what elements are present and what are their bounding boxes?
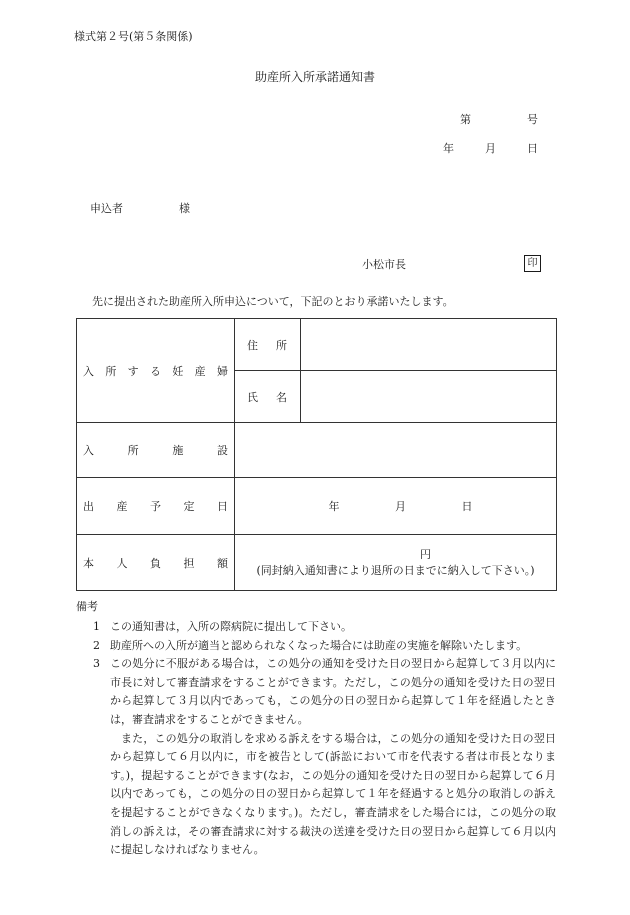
document-number-line xyxy=(460,111,538,127)
date-month: 月 xyxy=(485,142,496,155)
label-char: 婦 xyxy=(216,364,228,378)
note-number: 1 xyxy=(93,620,100,633)
note-continuation: また，この処分の取消しを求める訴えをする場合は，この処分の通知を受けた日の翌日から起算して６月以内に，市を被告として(訴訟において市を代表する者は市長となります。)，提起することができます(なお，この処分の通知を受けた日の翌日から起算して６月以内であっても，この処分の日の翌日から起算して１年を経過すると処分の取消しの訴えを提起することができなくなります。)。ただし，審査請求をした場合には，この処分の取消しの訴えは，その審査請求に対する裁決の送達を受けた日の翌日から起算して６月以内に提起しなければなりません。 xyxy=(110,731,556,857)
label-char: 出 xyxy=(83,500,94,513)
due-year: 年 xyxy=(328,500,340,513)
note-item xyxy=(76,637,556,656)
note-number: 2 xyxy=(93,638,100,652)
burden-note: (同封納入通知書により退所の日までに納入して下さい。) xyxy=(256,563,535,577)
label-char: 定 xyxy=(183,500,195,513)
date-year: 年 xyxy=(443,142,454,155)
note-number: 3 xyxy=(93,657,100,671)
label-char: 妊 xyxy=(172,364,184,378)
intro-text: 先に提出された助産所入所申込について，下記のとおり承諾いたします。 xyxy=(92,295,454,308)
document-title: 助産所入所承諾通知書 xyxy=(254,70,375,84)
date-day: 日 xyxy=(527,142,538,155)
seal-stamp: 印 xyxy=(524,255,541,272)
label-char: 産 xyxy=(194,364,206,378)
burden-value[interactable] xyxy=(235,535,557,591)
applicant-honorific: 様 xyxy=(179,202,190,215)
note-text: この処分に不服がある場合は，この処分の通知を受けた日の翌日から起算して３月以内に市長に対して審査請求をすることができます。ただし，この処分の通知を受けた日の翌日から起算して３月以内であっても，この処分の日の翌日から起算して１年を経過したときは，審査請求をすることができません。 xyxy=(110,657,556,726)
note-item xyxy=(76,618,556,637)
label-char: 本 xyxy=(83,556,94,570)
label-char: 入 xyxy=(83,444,94,457)
label-char: 住 xyxy=(247,338,258,352)
notes-heading: 備考 xyxy=(76,600,98,613)
applicant-line xyxy=(90,200,190,216)
issue-date-line xyxy=(443,140,538,156)
label-char: 設 xyxy=(216,444,228,457)
facility-label xyxy=(77,423,235,478)
due-month: 月 xyxy=(395,500,406,513)
form-number: 様式第２号(第５条関係) xyxy=(74,30,193,43)
burden-label xyxy=(77,535,235,591)
label-char: 日 xyxy=(217,500,228,513)
label-char: 所 xyxy=(105,364,117,378)
label-char: 負 xyxy=(150,556,161,570)
label-char: 名 xyxy=(276,390,287,404)
due-day: 日 xyxy=(461,500,473,513)
name-value[interactable] xyxy=(301,371,557,423)
label-char: 入 xyxy=(83,364,94,378)
note-text: この通知書は，入所の際病院に提出して下さい。 xyxy=(110,620,352,633)
address-label xyxy=(235,319,301,371)
pregnant-woman-label xyxy=(77,319,235,423)
burden-unit: 円 xyxy=(420,547,431,561)
label-char: 所 xyxy=(127,444,139,457)
applicant-label: 申込者 xyxy=(90,202,123,215)
due-date-label xyxy=(77,478,235,535)
note-item xyxy=(76,655,556,729)
notes-section xyxy=(76,618,556,860)
name-label xyxy=(235,371,301,423)
label-char: す xyxy=(127,364,139,378)
number-prefix: 第 xyxy=(460,113,471,126)
due-date-value[interactable] xyxy=(235,478,557,535)
note-text: 助産所への入所が適当と認められなくなった場合には助産の実施を解除いたします。 xyxy=(110,638,528,652)
approval-table xyxy=(76,318,557,591)
address-value[interactable] xyxy=(301,319,557,371)
number-suffix: 号 xyxy=(527,113,538,126)
facility-value[interactable] xyxy=(235,423,557,478)
label-char: 氏 xyxy=(247,390,258,404)
mayor-label: 小松市長 xyxy=(362,258,406,271)
label-char: 予 xyxy=(150,500,161,513)
label-char: る xyxy=(149,364,161,378)
label-char: 担 xyxy=(183,556,195,570)
label-char: 額 xyxy=(217,556,228,570)
label-char: 産 xyxy=(116,500,128,513)
label-char: 施 xyxy=(172,444,184,457)
label-char: 所 xyxy=(276,338,287,352)
label-char: 人 xyxy=(116,556,128,570)
